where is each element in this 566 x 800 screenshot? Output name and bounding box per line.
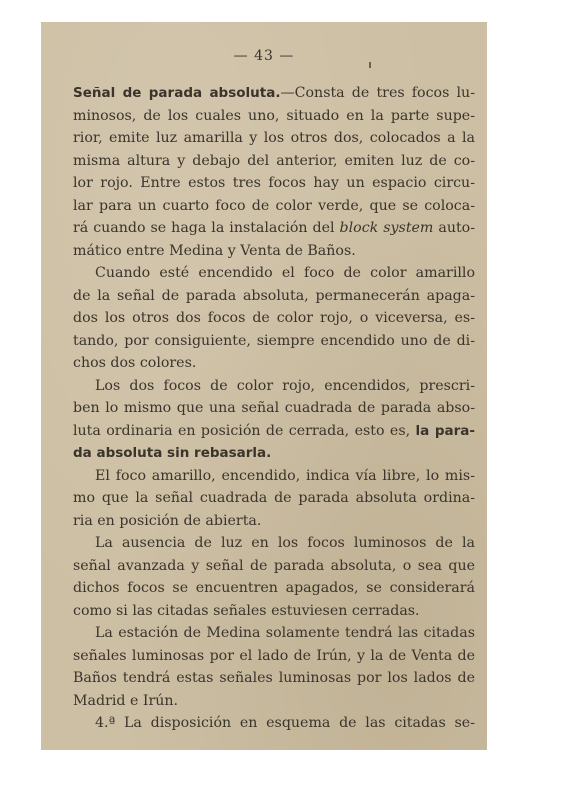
bold-phrase: la para- bbox=[415, 422, 475, 439]
paragraph-1 bbox=[73, 82, 475, 262]
text-line: tando, por consiguiente, siempre encendido uno de di- bbox=[73, 332, 475, 349]
text-line: chos dos colores. bbox=[73, 355, 197, 371]
text-line: ben lo mismo que una señal cuadrada de parada abso- bbox=[73, 400, 475, 416]
paragraph-4 bbox=[73, 465, 475, 533]
text-line: La estación de Medina solamente tendrá las citadas bbox=[95, 625, 475, 641]
text-line: como si las citadas señales estuviesen cerradas. bbox=[73, 602, 420, 619]
text-line: mo que la señal cuadrada de parada absoluta ordina- bbox=[73, 490, 475, 506]
text-line: Los dos focos de color rojo, encendidos, prescri- bbox=[95, 377, 475, 394]
text-line: ria en posición de abierta. bbox=[73, 512, 262, 529]
paragraph-3 bbox=[73, 375, 475, 465]
text-line: Madrid e Irún. bbox=[73, 692, 179, 709]
text-line: luta ordinaria en posición de cerrada, esto es, la para- bbox=[73, 422, 475, 439]
section-heading: Señal de parada absoluta. bbox=[73, 85, 281, 101]
text-line bbox=[73, 442, 475, 465]
text-line: señal avanzada y señal de parada absoluta, o sea que bbox=[73, 557, 475, 574]
text-line: Señal de parada absoluta.—Consta de tres focos lu- bbox=[73, 85, 475, 101]
text-line: lor rojo. Entre estos tres focos hay un espacio circu- bbox=[73, 175, 475, 191]
page-number: — 43 — bbox=[233, 48, 295, 64]
text-line: misma altura y debajo del anterior, emiten luz de co- bbox=[73, 152, 475, 169]
scanned-page bbox=[41, 22, 487, 750]
text-line: mático entre Medina y Venta de Baños. bbox=[73, 242, 356, 259]
paragraph-2 bbox=[73, 262, 475, 375]
body-text bbox=[73, 82, 475, 735]
text-line: minosos, de los cuales uno, situado en la parte supe- bbox=[73, 107, 475, 124]
paragraph-5 bbox=[73, 532, 475, 622]
text-line: rior, emite luz amarilla y los otros dos, colocados a la bbox=[73, 130, 475, 146]
text-line: Cuando esté encendido el foco de color amarillo bbox=[95, 265, 475, 281]
text-line: de la señal de parada absoluta, permanecerán apaga- bbox=[73, 287, 475, 304]
text-line: Baños tendrá estas señales luminosas por los lados de bbox=[73, 670, 475, 686]
paragraph-7 bbox=[73, 712, 475, 735]
text-line: El foco amarillo, encendido, indica vía libre, lo mis- bbox=[95, 467, 475, 484]
paragraph-6 bbox=[73, 622, 475, 712]
text-line: rá cuando se haga la instalación del block system auto- bbox=[73, 220, 475, 236]
italic-term: block system bbox=[339, 220, 434, 236]
text-line: dos los otros dos focos de color rojo, o viceversa, es- bbox=[73, 310, 475, 326]
text-line: lar para un cuarto foco de color verde, que se coloca- bbox=[73, 197, 475, 214]
text-line: La ausencia de luz en los focos luminosos de la bbox=[95, 535, 475, 551]
text-line: dichos focos se encuentren apagados, se considerará bbox=[73, 580, 475, 596]
bold-phrase: da absoluta sin rebasarla. bbox=[73, 445, 272, 461]
text-line: señales luminosas por el lado de Irún, y la de Venta de bbox=[73, 647, 475, 664]
text-line: 4.ª La disposición en esquema de las citadas se- bbox=[95, 715, 475, 731]
